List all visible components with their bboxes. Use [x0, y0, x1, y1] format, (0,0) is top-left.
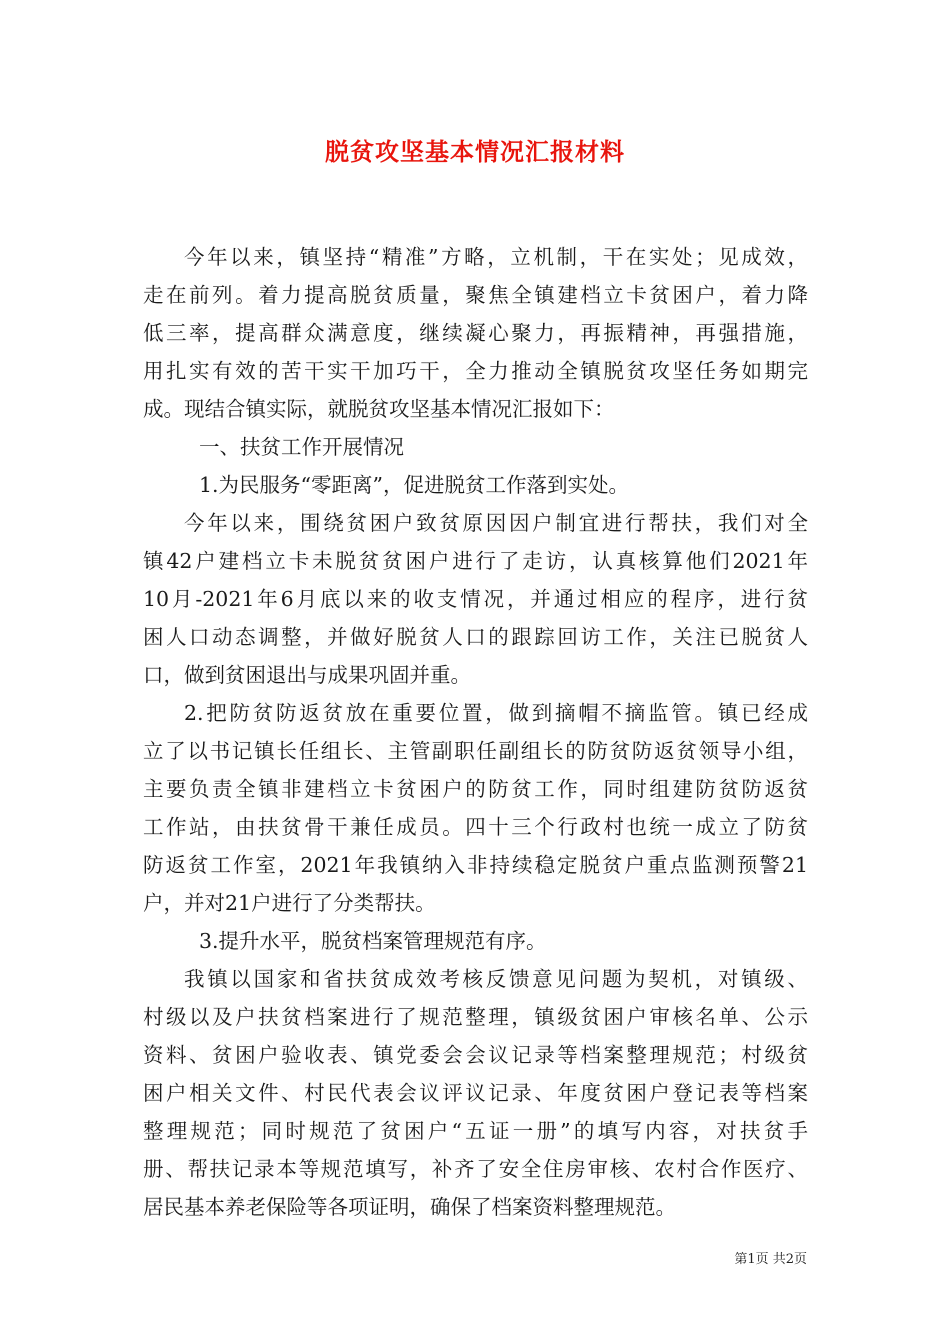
section-heading-line: 1.为民服务“零距离”，促进脱贫工作落到实处。: [199, 473, 630, 497]
paragraph-line: 今年以来，镇坚持“精准”方略，立机制，干在实处；见成效，: [184, 245, 808, 269]
paragraph-line: 立了以书记镇长任组长、主管副职任副组长的防贫防返贫领导小组，: [143, 739, 808, 763]
paragraph-line: 走在前列。着力提高脱贫质量，聚焦全镇建档立卡贫困户，着力降: [143, 283, 808, 307]
document-title: 脱贫攻坚基本情况汇报材料: [325, 137, 625, 166]
section-heading-line: 3.提升水平，脱贫档案管理规范有序。: [199, 929, 547, 953]
paragraph-line: 村级以及户扶贫档案进行了规范整理，镇级贫困户审核名单、公示: [143, 1005, 808, 1029]
paragraph-line: 我镇以国家和省扶贫成效考核反馈意见问题为契机，对镇级、: [184, 967, 808, 991]
paragraph-line: 防返贫工作室，2021年我镇纳入非持续稳定脱贫户重点监测预警21: [143, 853, 808, 877]
paragraph-line: 户，并对21户进行了分类帮扶。: [143, 891, 436, 915]
paragraph-line: 整理规范；同时规范了贫困户“五证一册”的填写内容，对扶贫手: [143, 1119, 808, 1143]
page-number-footer: 第1页 共2页: [734, 1252, 807, 1267]
paragraph-line: 成。现结合镇实际，就脱贫攻坚基本情况汇报如下：: [143, 397, 615, 421]
document-body: [143, 238, 808, 1226]
section-heading-line: 一、扶贫工作开展情况: [199, 435, 404, 459]
paragraph-line: 口，做到贫困退出与成果巩固并重。: [143, 663, 471, 687]
paragraph-line: 今年以来，围绕贫困户致贫原因因户制宜进行帮扶，我们对全: [184, 511, 808, 535]
paragraph-line: 镇42户建档立卡未脱贫贫困户进行了走访，认真核算他们2021年: [143, 549, 808, 573]
paragraph-line: 居民基本养老保险等各项证明，确保了档案资料整理规范。: [143, 1195, 676, 1219]
paragraph-line: 困人口动态调整，并做好脱贫人口的跟踪回访工作，关注已脱贫人: [143, 625, 808, 649]
paragraph-line: 用扎实有效的苦干实干加巧干，全力推动全镇脱贫攻坚任务如期完: [143, 359, 808, 383]
paragraph-line: 资料、贫困户验收表、镇党委会会议记录等档案整理规范；村级贫: [143, 1043, 808, 1067]
paragraph-line: 主要负责全镇非建档立卡贫困户的防贫工作，同时组建防贫防返贫: [143, 777, 808, 801]
paragraph-line: 册、帮扶记录本等规范填写，补齐了安全住房审核、农村合作医疗、: [143, 1157, 808, 1181]
paragraph-line: 2.把防贫防返贫放在重要位置，做到摘帽不摘监管。镇已经成: [184, 701, 808, 725]
paragraph-line: 工作站，由扶贫骨干兼任成员。四十三个行政村也统一成立了防贫: [143, 815, 808, 839]
paragraph-line: 低三率，提高群众满意度，继续凝心聚力，再振精神，再强措施，: [143, 321, 808, 345]
paragraph-line: 10月-2021年6月底以来的收支情况，并通过相应的程序，进行贫: [143, 587, 808, 611]
paragraph-line: 困户相关文件、村民代表会议评议记录、年度贫困户登记表等档案: [143, 1081, 808, 1105]
